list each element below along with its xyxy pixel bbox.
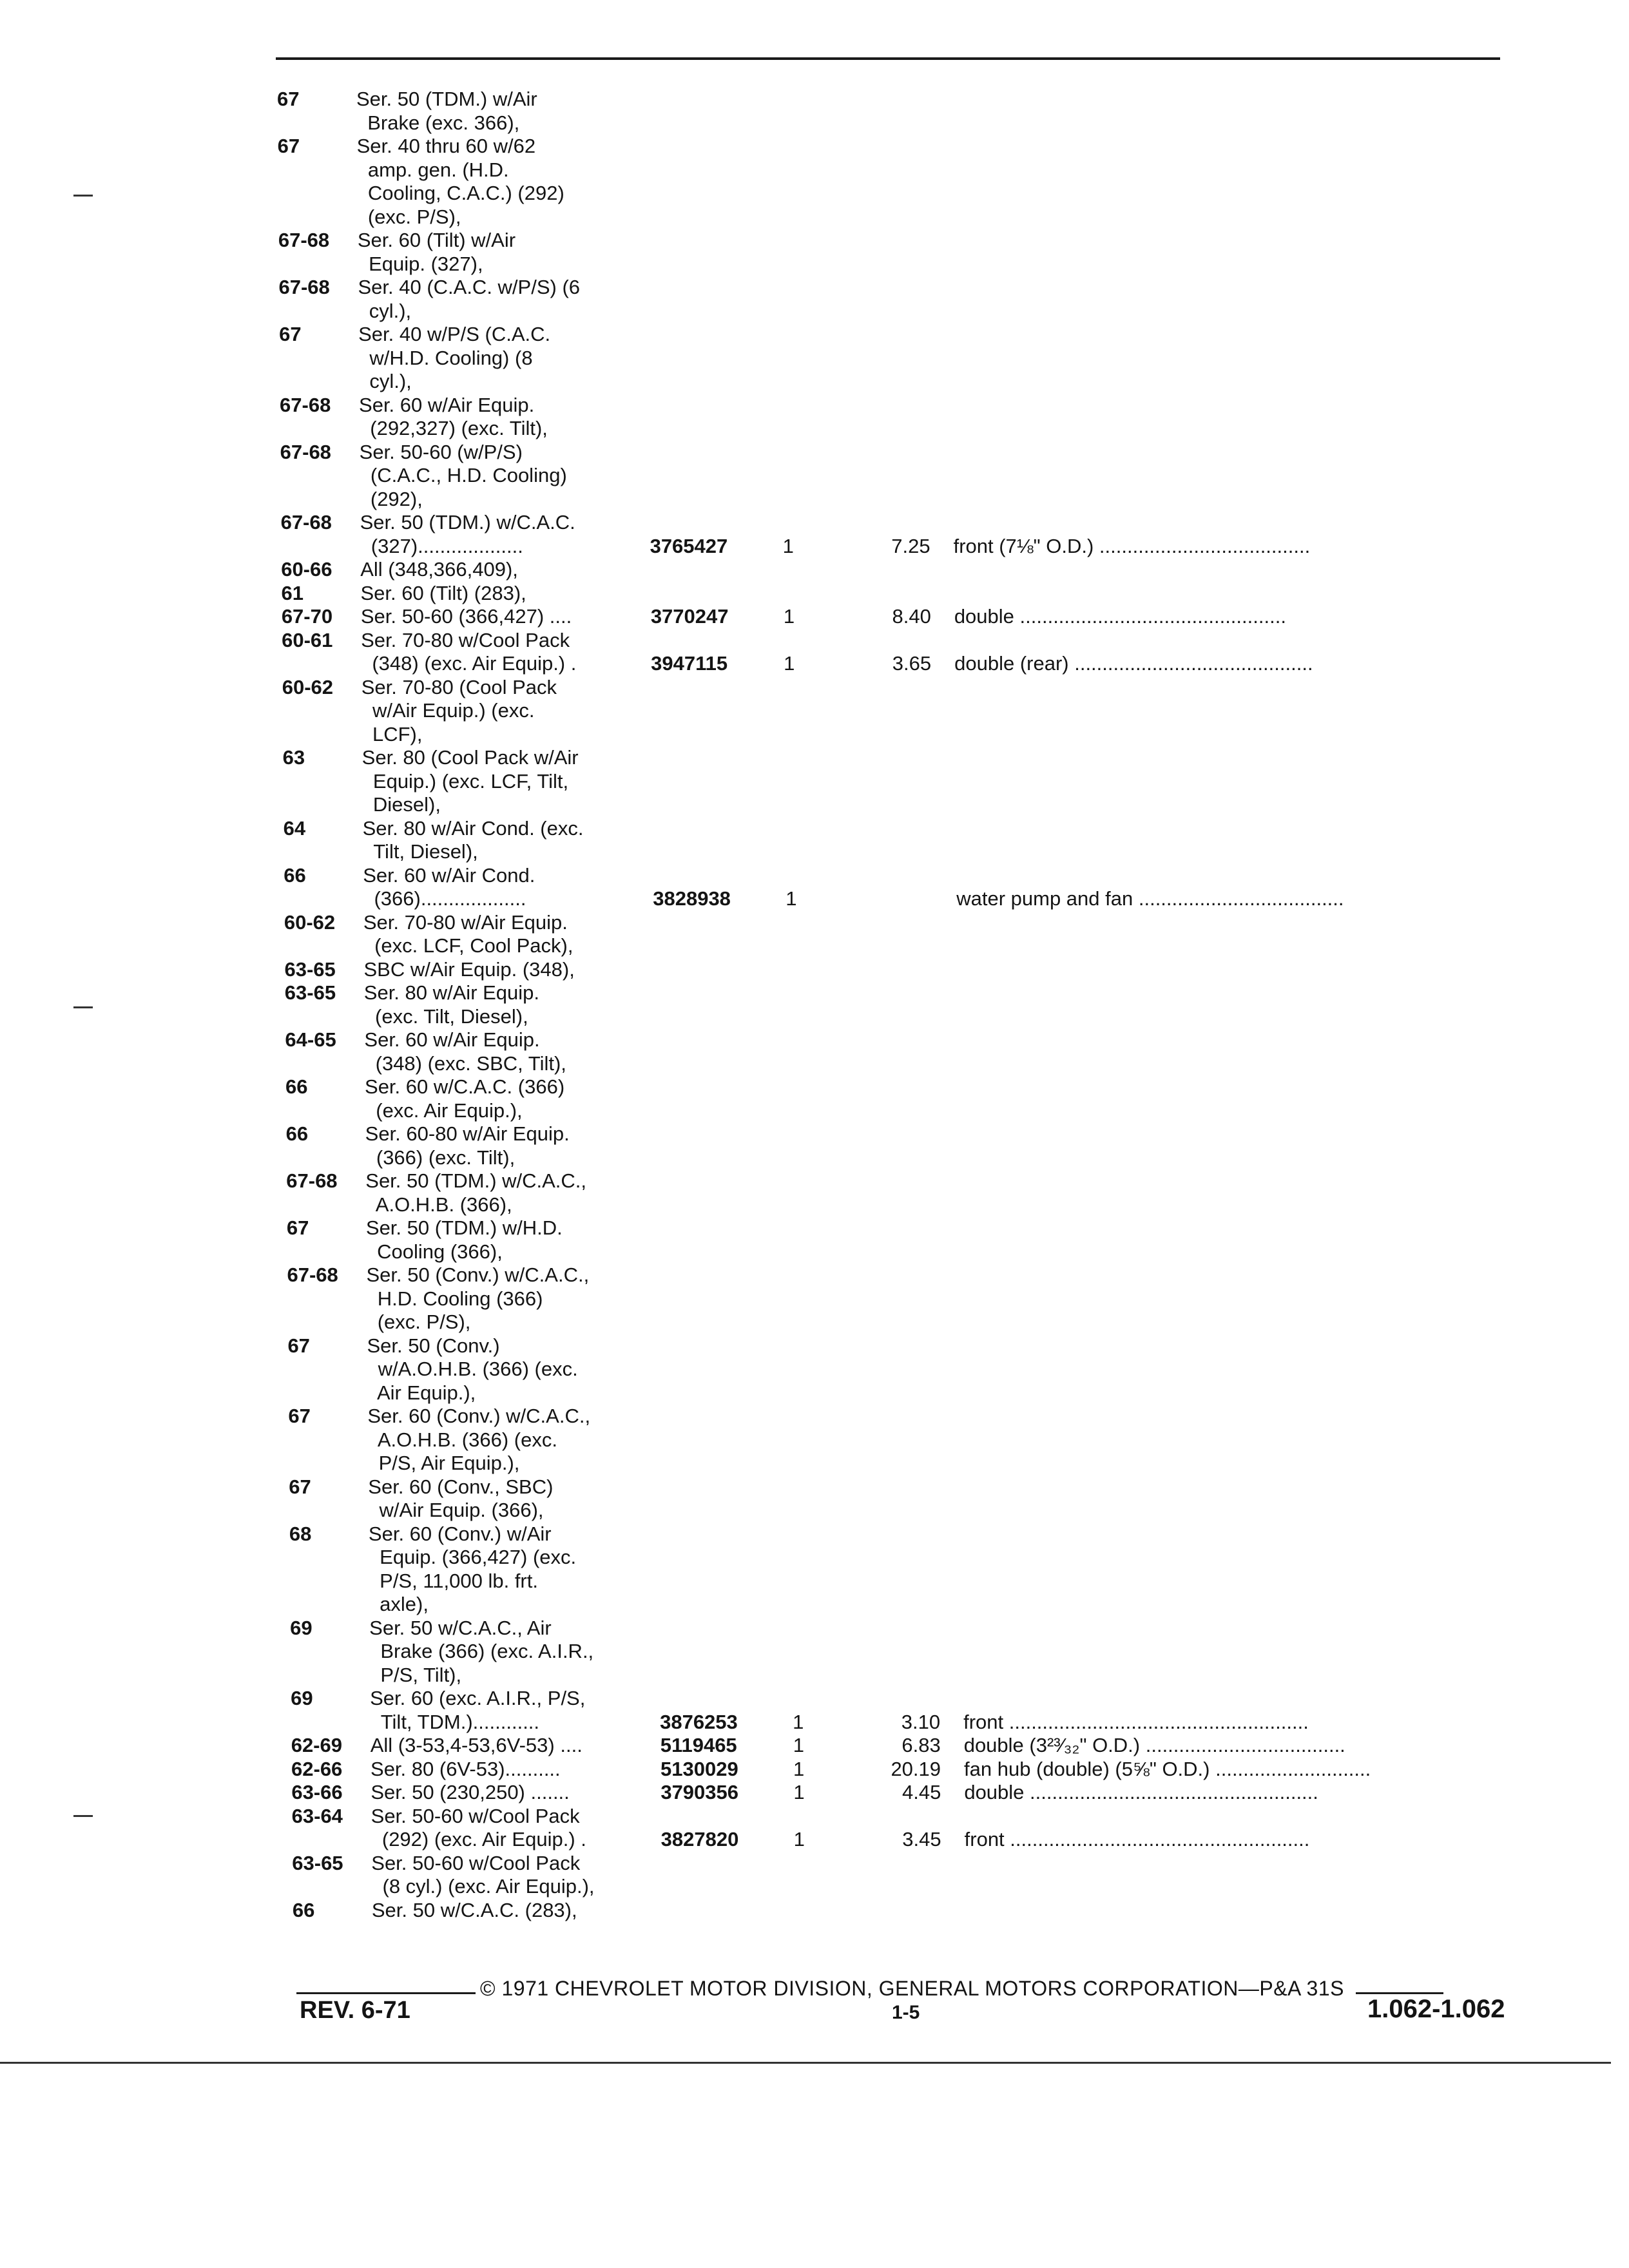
top-rule — [276, 57, 1500, 60]
entry-year: 67 — [279, 323, 302, 345]
quantity: 1 — [793, 1828, 805, 1850]
part-number: 3770247 — [650, 605, 729, 628]
entry-year: 67-68 — [280, 511, 332, 533]
entry-description: Ser. 70-80 w/Air Equip. (exc. LCF, Cool Pack), — [363, 910, 574, 957]
entry-year: 67 — [289, 1475, 311, 1498]
footer-copyright: © 1971 CHEVROLET MOTOR DIVISION, GENERAL MOTORS CORPORATION—P&A 31S — [480, 1977, 1344, 2000]
entry-description: Ser. 70-80 (Cool Pack w/Air Equip.) (exc. LCF), — [361, 675, 557, 745]
entry-description: Ser. 80 (6V-53).......... — [371, 1757, 561, 1780]
part-number: 3827820 — [660, 1828, 739, 1850]
entry-year: 67 — [286, 1216, 309, 1239]
quantity: 1 — [793, 1710, 804, 1733]
entry-description: Ser. 60 w/Air Equip. (348) (exc. SBC, Tilt), — [364, 1028, 566, 1075]
quantity: 1 — [793, 1757, 805, 1780]
entry-year: 66 — [292, 1898, 315, 1921]
quantity: 1 — [793, 1734, 804, 1756]
entry-description: Ser. 40 w/P/S (C.A.C. w/H.D. Cooling) (8 cyl.), — [358, 323, 551, 392]
part-number: 5119465 — [660, 1734, 737, 1756]
entry-description: Ser. 60 (Conv.) w/C.A.C., A.O.H.B. (366) (exc. P/S, Air Equip.), — [367, 1405, 591, 1474]
entry-year: 68 — [289, 1522, 312, 1545]
footer-rule-right — [1356, 1992, 1443, 1994]
entry-description: Ser. 50 (230,250) ....... — [371, 1781, 570, 1803]
part-number: 5130029 — [660, 1757, 738, 1780]
entry-year: 67-68 — [278, 276, 330, 298]
entry-year: 63-66 — [291, 1781, 343, 1803]
entry-year: 61 — [281, 581, 304, 604]
entry-year: 60-61 — [282, 628, 333, 651]
part-remark: front ...................................................... — [963, 1710, 1309, 1733]
part-remark: water pump and fan ..................................... — [956, 887, 1344, 910]
price: 7.25 — [891, 534, 930, 557]
part-number: 3828938 — [653, 887, 731, 910]
entry-year: 67 — [277, 88, 300, 110]
margin-mark — [73, 1006, 93, 1008]
part-remark: front (7⅛" O.D.) ...................................... — [953, 534, 1311, 557]
entry-year: 67 — [277, 135, 300, 157]
entry-year: 63 — [282, 746, 305, 769]
entry-description: Ser. 70-80 w/Cool Pack (348) (exc. Air Equip.) . — [361, 628, 577, 675]
entry-description: Ser. 50 (TDM.) w/C.A.C., A.O.H.B. (366), — [365, 1169, 587, 1216]
price: 8.40 — [892, 605, 931, 628]
part-remark: double ................................................ — [954, 605, 1286, 628]
entry-description: Ser. 50 (TDM.) w/C.A.C. (327)................... — [360, 511, 575, 557]
entry-year: 67 — [288, 1405, 311, 1427]
entry-year: 67-68 — [278, 229, 330, 251]
entry-year: 60-66 — [281, 558, 333, 581]
entry-description: Ser. 60 (Conv.) w/Air Equip. (366,427) (exc. P/S, 11,000 lb. frt. axle), — [368, 1522, 577, 1615]
entry-description: Ser. 60 (Conv., SBC) w/Air Equip. (366), — [368, 1475, 554, 1521]
entry-description: SBC w/Air Equip. (348), — [363, 957, 575, 981]
entry-description: Ser. 50 (Conv.) w/A.O.H.B. (366) (exc. Air Equip.), — [367, 1334, 578, 1404]
entry-year: 66 — [285, 1075, 308, 1098]
entry-year: 66 — [284, 863, 306, 887]
price: 20.19 — [891, 1757, 941, 1780]
entry-year: 67-68 — [287, 1264, 338, 1286]
price: 4.45 — [901, 1781, 941, 1803]
entry-description: Ser. 40 (C.A.C. w/P/S) (6 cyl.), — [358, 276, 581, 322]
entry-description: Ser. 50-60 w/Cool Pack (8 cyl.) (exc. Air Equip.), — [371, 1851, 595, 1898]
entry-description: Ser. 60 w/Air Cond. (366)................... — [363, 863, 535, 910]
entry-description: All (3-53,4-53,6V-53) .... — [370, 1734, 583, 1756]
entry-description: Ser. 60-80 w/Air Equip. (366) (exc. Tilt), — [365, 1122, 570, 1169]
entry-description: Ser. 60 w/C.A.C. (366) (exc. Air Equip.), — [365, 1075, 565, 1122]
part-remark: double (3²³⁄₃₂" O.D.) .................................... — [963, 1734, 1345, 1756]
margin-mark — [73, 195, 93, 197]
entry-year: 60-62 — [284, 910, 336, 934]
entry-year: 64 — [283, 816, 306, 840]
part-number: 3947115 — [651, 652, 728, 675]
entry-description: Ser. 80 w/Air Equip. (exc. Tilt, Diesel), — [363, 981, 540, 1028]
part-remark: front ...................................................... — [964, 1828, 1310, 1850]
entry-year: 63-65 — [284, 981, 336, 1004]
quantity: 1 — [784, 652, 795, 675]
part-remark: fan hub (double) (5⅝" O.D.) ............................ — [964, 1757, 1371, 1780]
entry-description: All (348,366,409), — [360, 558, 518, 581]
entry-year: 67-68 — [286, 1169, 338, 1192]
price: 3.65 — [892, 652, 932, 675]
entry-description: Ser. 80 (Cool Pack w/Air Equip.) (exc. LCF, Tilt, Diesel), — [361, 746, 579, 816]
entry-year: 69 — [291, 1687, 313, 1709]
entry-description: Ser. 60 w/Air Equip. (292,327) (exc. Tilt), — [359, 393, 548, 439]
entry-description: Ser. 50-60 (w/P/S) (C.A.C., H.D. Cooling) (292), — [359, 440, 567, 510]
entry-description: Ser. 60 (Tilt) w/Air Equip. (327), — [357, 229, 516, 275]
entry-description: Ser. 50 (Conv.) w/C.A.C., H.D. Cooling (366) (exc. P/S), — [366, 1264, 590, 1333]
entry-description: Ser. 50 (TDM.) w/H.D. Cooling (366), — [365, 1216, 563, 1263]
revision-label: REV. 6-71 — [300, 1997, 410, 2024]
entry-year: 62-66 — [291, 1757, 343, 1780]
entry-year: 62-69 — [291, 1734, 342, 1756]
entry-description: Ser. 50-60 (366,427) .... — [360, 605, 572, 628]
entry-year: 63-65 — [284, 957, 336, 981]
margin-mark — [73, 1815, 93, 1817]
section-number: 1.062-1.062 — [1367, 1995, 1505, 2023]
entry-year: 67-68 — [280, 393, 331, 416]
entry-description: Ser. 50 w/C.A.C., Air Brake (366) (exc. A.I.R., P/S, Tilt), — [369, 1616, 594, 1686]
price: 3.45 — [902, 1828, 941, 1850]
entry-year: 66 — [285, 1122, 309, 1145]
entry-description: Ser. 80 w/Air Cond. (exc. Tilt, Diesel), — [362, 816, 584, 863]
entry-description: Ser. 40 thru 60 w/62 amp. gen. (H.D. Cooling, C.A.C.) (292) (exc. P/S), — [356, 135, 564, 228]
part-remark: double .................................................... — [964, 1781, 1318, 1803]
footer-rule-left — [296, 1992, 476, 1994]
entry-description: Ser. 50 (TDM.) w/Air Brake (exc. 366), — [356, 88, 537, 134]
entry-description: Ser. 50-60 w/Cool Pack (292) (exc. Air Equip.) . — [371, 1804, 586, 1850]
part-number: 3790356 — [660, 1781, 739, 1803]
entry-year: 67 — [287, 1334, 310, 1357]
entry-description: Ser. 60 (Tilt) (283), — [360, 581, 526, 604]
quantity: 1 — [783, 605, 795, 628]
entry-description: Ser. 60 (exc. A.I.R., P/S, Tilt, TDM.)............ — [370, 1687, 586, 1733]
page-number: 1-5 — [892, 2002, 920, 2023]
part-remark: double (rear) ........................................... — [954, 652, 1313, 675]
entry-year: 67-68 — [280, 440, 331, 463]
entry-year: 63-65 — [292, 1851, 343, 1874]
quantity: 1 — [786, 887, 797, 910]
entry-year: 64-65 — [285, 1028, 336, 1051]
entry-year: 67-70 — [281, 605, 333, 628]
quantity: 1 — [782, 534, 794, 557]
entry-year: 60-62 — [282, 675, 334, 698]
entry-year: 63-64 — [291, 1804, 343, 1827]
part-number: 3876253 — [660, 1710, 738, 1733]
part-number: 3765427 — [650, 534, 728, 557]
price: 3.10 — [901, 1710, 941, 1733]
quantity: 1 — [793, 1781, 805, 1803]
entry-description: Ser. 50 w/C.A.C. (283), — [371, 1898, 577, 1921]
entry-year: 69 — [290, 1616, 313, 1639]
price: 6.83 — [901, 1734, 941, 1756]
bottom-rule — [0, 2062, 1611, 2064]
